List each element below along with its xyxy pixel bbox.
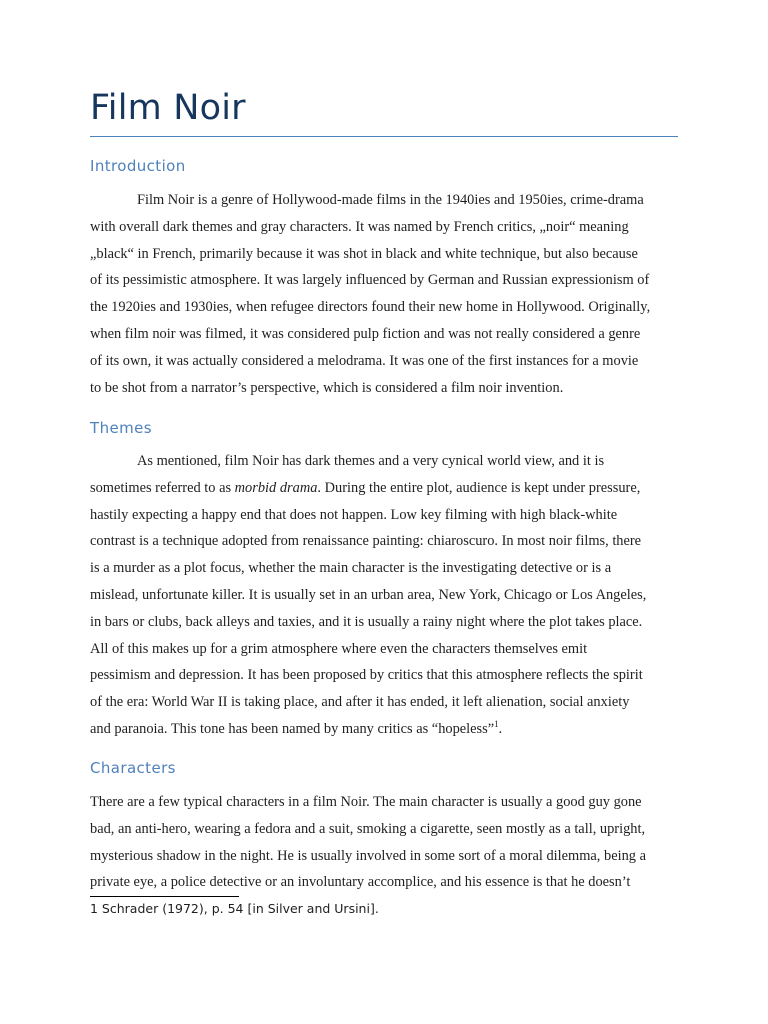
paragraph-line: of its pessimistic atmosphere. It was largely influenced by German and Russian expressionism of (90, 272, 650, 289)
paragraph-line: hastily expecting a happy end that does not happen. Low key filming with high black-white (90, 506, 618, 523)
text-run: sometimes referred to as (90, 479, 235, 496)
paragraph-line: in bars or clubs, back alleys and taxies, and it is usually a rainy night where the plot takes place. (90, 613, 643, 630)
paragraph-line: is a murder as a plot focus, whether the main character is the investigating detective or is a (90, 560, 612, 577)
paragraph-line: with overall dark themes and gray characters. It was named by French critics, „noir“ meaning (90, 218, 629, 235)
paragraph-line: when film noir was filmed, it was considered pulp fiction and was not really considered a genre (90, 325, 641, 342)
paragraph-line: bad, an anti-hero, wearing a fedora and a suit, smoking a cigarette, seen mostly as a tall, upright, (90, 820, 646, 837)
title-underline (90, 136, 678, 137)
paragraph-line (90, 716, 678, 743)
document-title: Film Noir (90, 88, 246, 128)
paragraph-line: All of this makes up for a grim atmosphere where even the characters themselves emit (90, 640, 588, 657)
paragraph-line: As mentioned, film Noir has dark themes and a very cynical world view, and it is (137, 453, 605, 469)
paragraph-line: There are a few typical characters in a film Noir. The main character is usually a good guy gone (90, 794, 642, 810)
footnote-separator (90, 896, 239, 897)
paragraph-line: „black“ in French, primarily because it was shot in black and white technique, but also because (90, 245, 638, 262)
paragraph-line: to be shot from a narrator’s perspective, which is considered a film noir invention. (90, 379, 564, 396)
paragraph-line: of the era: World War II is taking place, and after it has ended, it left alienation, social anxiety (90, 694, 630, 711)
paragraph-line: contrast is a technique adopted from renaissance painting: chiaroscuro. In most noir films, there (90, 533, 642, 550)
paragraph-characters (90, 789, 678, 896)
heading-themes: Themes (90, 419, 152, 437)
footnote-reference[interactable]: 1 (494, 718, 499, 729)
paragraph-line: private eye, a police detective or an involuntary accomplice, and his essence is that he doesn’t (90, 874, 631, 891)
paragraph-line: pessimism and depression. It has been proposed by critics that this atmosphere reflects the spirit (90, 667, 643, 684)
heading-introduction: Introduction (90, 157, 186, 175)
paragraph-line: the 1920ies and 1930ies, when refugee directors found their new home in Hollywood. Originally, (90, 299, 651, 316)
text-run: and paranoia. This tone has been named by many critics as “hopeless” (90, 720, 495, 737)
emphasis-morbid-drama: morbid drama (234, 479, 318, 496)
paragraph-introduction (90, 187, 678, 401)
paragraph-line: of its own, it was actually considered a melodrama. It was one of the first instances for a movie (90, 352, 639, 369)
heading-characters: Characters (90, 759, 176, 777)
paragraph-line: mislead, unfortunate killer. It is usually set in an urban area, New York, Chicago or Los Angeles, (90, 586, 647, 603)
footnote: 1 Schrader (1972), p. 54 [in Silver and Ursini]. (90, 901, 379, 916)
text-run: . (498, 720, 503, 737)
paragraph-line: Film Noir is a genre of Hollywood-made films in the 1940ies and 1950ies, crime-drama (137, 192, 644, 208)
paragraph-line: mysterious shadow in the night. He is usually involved in some sort of a moral dilemma, being a (90, 847, 646, 864)
text-run: . During the entire plot, audience is kept under pressure, (317, 479, 641, 496)
paragraph-line (90, 475, 678, 502)
paragraph-themes (90, 448, 678, 743)
